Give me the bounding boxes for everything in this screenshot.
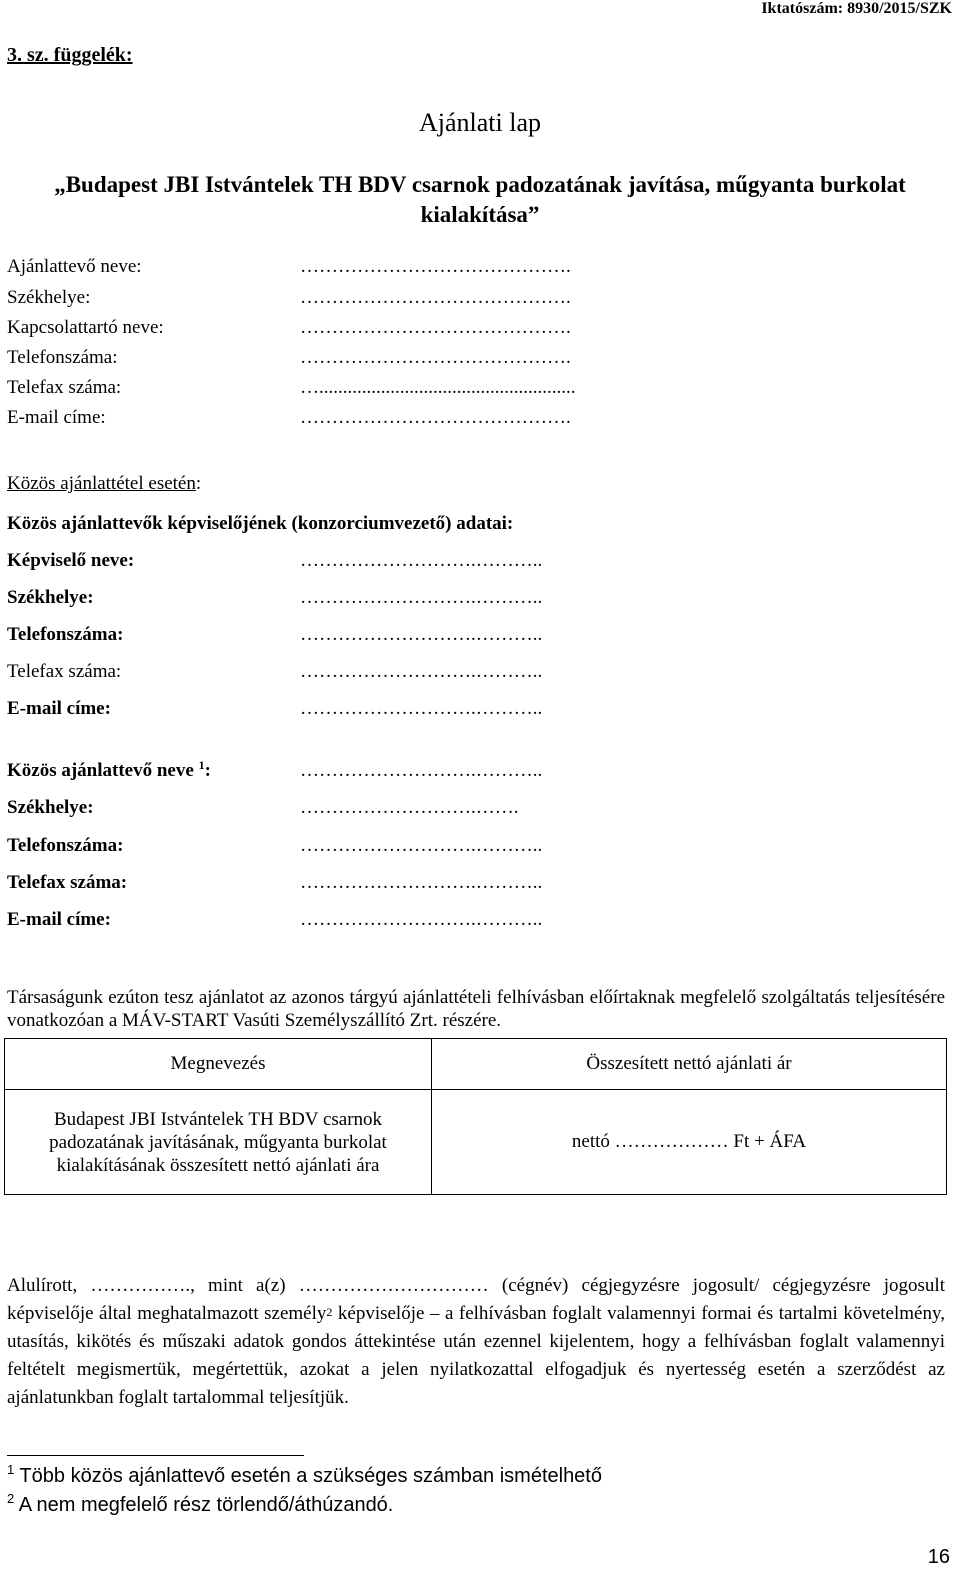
member-seat-field[interactable]: ……………………….……. — [300, 797, 519, 818]
rep-phone-label: Telefonszáma: — [7, 624, 124, 645]
rep-email-label: E-mail címe: — [7, 698, 111, 719]
declaration-text-2: képviselője – a felhívásban foglalt valamennyi formai és tartalmi követelmény, utasítás, kikötés és műszaki adatok gondos áttekintése után ezennel kijelentem, hogy a felhívásban foglalt valamennyi feltételt megismertük, megértettük, azokat a jelen nyilatkozattal elfogadjuk és nyertesség esetén a szerződést az ajánlatunkban foglalt tartalommal teljesítjük. — [7, 1303, 945, 1408]
member-phone-field[interactable]: ……………………….……….. — [300, 835, 543, 856]
member-email-field[interactable]: ……………………….……….. — [300, 909, 543, 930]
rep-fax-label: Telefax száma: — [7, 661, 122, 682]
member-phone-label: Telefonszáma: — [7, 835, 124, 856]
appendix-label: 3. sz. függelék: — [7, 44, 133, 66]
joint-bid-heading-text: Közös ajánlattétel esetén — [7, 473, 196, 494]
offer-net-price-field[interactable]: nettó ……………… Ft + ÁFA — [432, 1090, 947, 1195]
bidder-seat-label: Székhelye: — [7, 287, 91, 308]
bidder-email-label: E-mail címe: — [7, 407, 106, 428]
member-email-label: E-mail címe: — [7, 909, 111, 930]
rep-name-field[interactable]: ……………………….……….. — [300, 550, 543, 571]
intro-paragraph: Társaságunk ezúton tesz ajánlatot az azonos tárgyú ajánlattételi felhívásban előírtaknak megfelelő szolgáltatás teljesítésére vonatkozóan a MÁV-START Vasúti Személyszállító Zrt. részére. — [7, 987, 945, 1031]
header-name: Megnevezés — [5, 1039, 432, 1090]
footnote-2-number: 2 — [7, 1491, 15, 1506]
offer-table-row — [5, 1090, 947, 1195]
document-reference: Iktatószám: 8930/2015/SZK — [761, 0, 952, 17]
member-name-label-colon: : — [204, 760, 211, 781]
footnote-2-text: A nem megfelelő rész törlendő/áthúzandó. — [14, 1494, 394, 1516]
header-price: Összesített nettó ajánlati ár — [432, 1039, 947, 1090]
rep-seat-label: Székhelye: — [7, 587, 94, 608]
member-name-label-text: Közös ajánlattevő neve — [7, 760, 194, 781]
footnote-divider — [7, 1455, 304, 1456]
bidder-fax-field[interactable]: …...................................................... — [300, 377, 576, 398]
bidder-name-field[interactable]: ……………………………………. — [300, 256, 571, 277]
offer-table — [4, 1038, 947, 1195]
page-subtitle: „Budapest JBI Istvántelek TH BDV csarnok padozatának javítása, műgyanta burkolat kialakítása” — [54, 172, 906, 227]
footnote-ref-2: 2 — [326, 1305, 333, 1319]
declaration-paragraph — [7, 1272, 945, 1412]
bidder-seat-field[interactable]: ……………………………………. — [300, 287, 571, 308]
joint-bid-heading-colon: : — [195, 473, 202, 494]
representative-heading: Közös ajánlattevők képviselőjének (konzorciumvezető) adatai: — [7, 513, 514, 534]
bidder-phone-label: Telefonszáma: — [7, 347, 118, 368]
offer-item-name: Budapest JBI Istvántelek TH BDV csarnok padozatának javításának, műgyanta burkolat kialakításának összesített nettó ajánlati ára — [5, 1090, 432, 1195]
page-number: 16 — [927, 1546, 950, 1568]
rep-name-label: Képviselő neve: — [7, 550, 135, 571]
contact-name-label: Kapcsolattartó neve: — [7, 317, 164, 338]
footnote-1-text: Több közös ajánlattevő esetén a szükséges számban ismételhető — [14, 1465, 602, 1487]
member-seat-label: Székhelye: — [7, 797, 94, 818]
joint-bid-heading — [7, 473, 201, 495]
member-fax-label: Telefax száma: — [7, 872, 128, 893]
rep-phone-field[interactable]: ……………………….……….. — [300, 624, 543, 645]
offer-table-header-row — [5, 1039, 947, 1090]
bidder-fax-label: Telefax száma: — [7, 377, 122, 398]
declaration-text-1: Alulírott, ……………., mint a(z) ………………………… (cégnév) cégjegyzésre jogosult/ cégjegyzésre jogosult képviselője által meghatalmazott személy — [7, 1275, 945, 1324]
footnote-1 — [7, 1462, 602, 1488]
bidder-name-label: Ajánlattevő neve: — [7, 256, 142, 277]
rep-fax-field[interactable]: ……………………….……….. — [300, 661, 543, 682]
member-name-label — [7, 760, 211, 782]
footnote-2 — [7, 1491, 394, 1517]
member-name-field[interactable]: ……………………….……….. — [300, 760, 543, 781]
page-title: Ajánlati lap — [418, 108, 541, 137]
contact-name-field[interactable]: ……………………………………. — [300, 317, 571, 338]
rep-email-field[interactable]: ……………………….……….. — [300, 698, 543, 719]
footnote-1-number: 1 — [7, 1462, 15, 1477]
bidder-email-field[interactable]: ……………………………………. — [300, 407, 571, 428]
footnote-ref-1: 1 — [198, 758, 205, 772]
rep-seat-field[interactable]: ……………………….……….. — [300, 587, 543, 608]
member-fax-field[interactable]: ……………………….……….. — [300, 872, 543, 893]
bidder-phone-field[interactable]: ……………………………………. — [300, 347, 571, 368]
